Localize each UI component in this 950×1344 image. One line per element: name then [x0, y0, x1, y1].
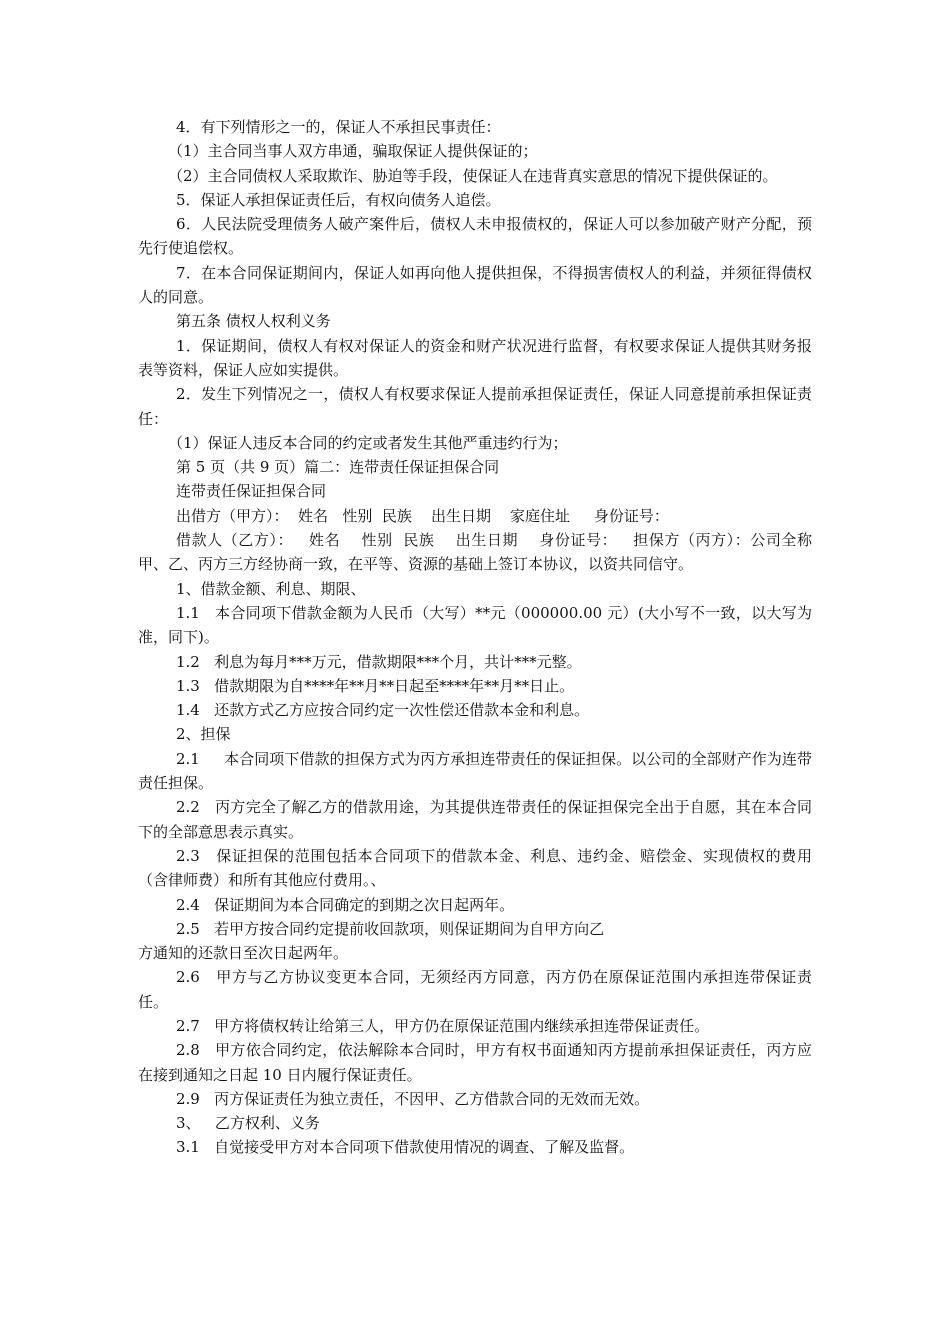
clause: 1.4 还款方式乙方应按合同约定一次性偿还借款本金和利息。 — [176, 701, 590, 720]
paragraph: 5．保证人承担保证责任后，有权向债务人追偿。 — [176, 190, 501, 209]
clause: 2.9 丙方保证责任为独立责任，不因甲、乙方借款合同的无效而无效。 — [176, 1089, 650, 1108]
clause: 1.2 利息为每月***万元，借款期限***个月，共计***元整。 — [176, 652, 582, 671]
section-heading: 2、担保 — [176, 725, 231, 744]
paragraph: 2．发生下列情况之一，债权人有权要求保证人提前承担保证责任，保证人同意提前承担保证责任： — [138, 385, 812, 428]
clause: 1.3 借款期限为自****年**月**日起至****年**月**日止。 — [176, 676, 575, 695]
clause: 1.1 本合同项下借款金额为人民币（大写）**元（000000.00 元）(大小写不一致，以大写为准，同下)。 — [138, 603, 812, 647]
paragraph: 1．保证期间，债权人有权对保证人的资金和财产状况进行监督，有权要求保证人提供其财务报表等资料，保证人应如实提供。 — [138, 336, 812, 379]
clause: 2.7 甲方将债权转让给第三人，甲方仍在原保证范围内继续承担连带保证责任。 — [176, 1016, 710, 1035]
paragraph: （1）保证人违反本合同的约定或者发生其他严重违约行为； — [168, 433, 568, 452]
paragraph: （2）主合同债权人采取欺诈、胁迫等手段，使保证人在违背真实意思的情况下提供保证的。 — [168, 166, 778, 185]
clause-continuation: 方通知的还款日至次日起两年。 — [138, 944, 349, 963]
document-title: 连带责任保证担保合同 — [176, 482, 327, 501]
paragraph: 6．人民法院受理债务人破产案件后，债权人未申报债权的，保证人可以参加破产财产分配，预先行使追偿权。 — [138, 215, 812, 258]
party-line-borrower: 借款人（乙方）： 姓名 性别 民族 出生日期 身份证号： 担保方（丙方）：公司全称 甲、乙、丙方三方经协商一致，在平等、资源的基础上签订本协议，以资共同信守。 — [138, 531, 817, 574]
clause: 2.3 保证担保的范围包括本合同项下的借款本金、利息、违约金、赔偿金、实现债权的费用（含律师费）和所有其他应付费用。、 — [138, 846, 812, 890]
clause: 2.5 若甲方按合同约定提前收回款项，则保证期间为自甲方向乙 — [176, 919, 605, 938]
party-line-lender: 出借方（甲方）： 姓名 性别 民族 出生日期 家庭住址 身份证号： — [176, 506, 669, 525]
paragraph: 4．有下列情形之一的，保证人不承担民事责任： — [176, 118, 501, 136]
clause: 2.2 丙方完全了解乙方的借款用途，为其提供连带责任的保证担保完全出于自愿，其在本合同下的全部意思表示真实。 — [138, 798, 812, 841]
clause: 3.1 自觉接受甲方对本合同项下借款使用情况的调查、了解及监督。 — [176, 1138, 635, 1157]
page-footer-line: 第 5 页（共 9 页）篇二：连带责任保证担保合同 — [176, 458, 500, 477]
clause: 2.6 甲方与乙方协议变更本合同，无须经丙方同意，丙方仍在原保证范围内承担连带保证责任。 — [138, 968, 812, 1011]
section-heading: 3、 乙方权利、义务 — [176, 1114, 320, 1133]
paragraph: 7．在本合同保证期间内，保证人如再向他人提供担保，不得损害债权人的利益，并须征得债权人的同意。 — [138, 263, 812, 307]
clause: 2.1 本合同项下借款的担保方式为丙方承担连带责任的保证担保。以公司的全部财产作为连带责任担保。 — [138, 749, 812, 793]
paragraph: （1）主合同当事人双方串通，骗取保证人提供保证的； — [168, 142, 538, 161]
clause: 2.4 保证期间为本合同确定的到期之次日起两年。 — [176, 895, 515, 914]
section-heading: 1、借款金额、利息、期限、 — [176, 579, 366, 598]
section-heading: 第五条 债权人权利义务 — [176, 312, 331, 331]
clause: 2.8 甲方依合同约定，依法解除本合同时，甲方有权书面通知丙方提前承担保证责任，丙方应在接到通知之日起 10 日内履行保证责任。 — [138, 1041, 812, 1084]
